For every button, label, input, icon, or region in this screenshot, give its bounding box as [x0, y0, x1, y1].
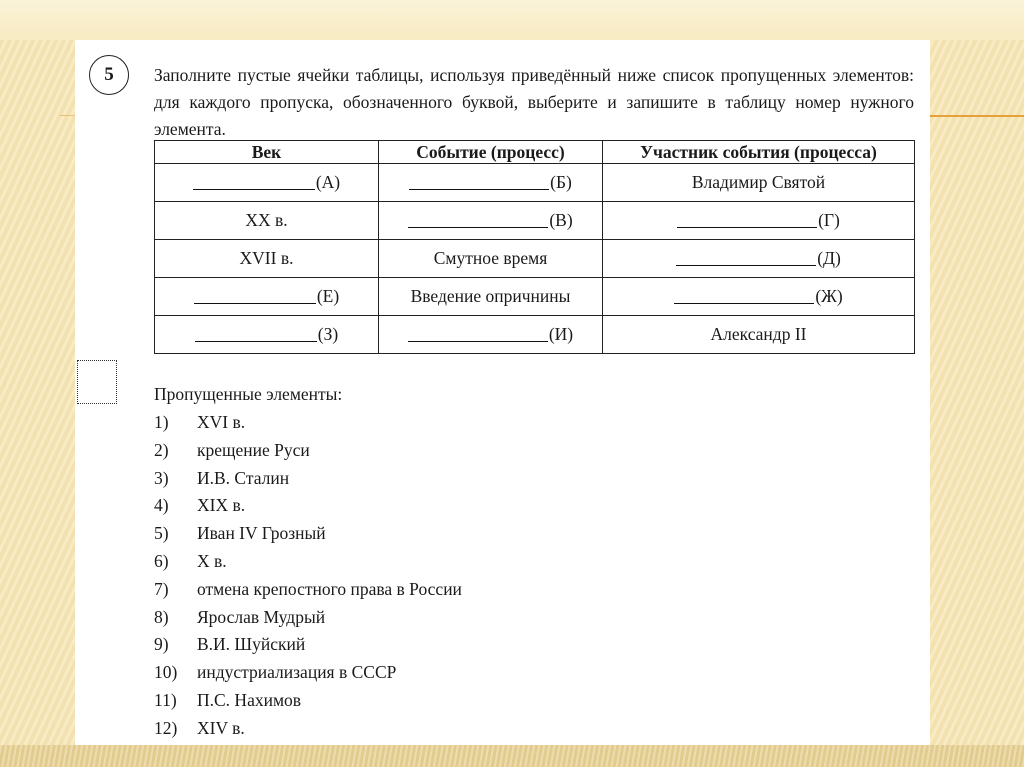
list-item: [154, 520, 462, 548]
document-page: [75, 40, 930, 745]
blank-letter-label: (Г): [818, 210, 840, 230]
answer-blank[interactable]: [408, 226, 548, 228]
item-text: XVI в.: [197, 412, 246, 432]
blank-letter-label: (Ж): [815, 286, 843, 306]
item-number: 4): [154, 495, 169, 516]
item-text: П.С. Нахимов: [197, 689, 302, 710]
list-item: [154, 437, 462, 465]
answer-blank[interactable]: [194, 302, 316, 304]
task-number: 5: [104, 64, 114, 85]
table-row: [155, 316, 915, 354]
list-item: [154, 492, 462, 520]
cell-text: Смутное время: [433, 248, 548, 268]
item-text: Ярослав Мудрый: [197, 606, 326, 627]
item-text: отмена крепостного права в России: [197, 578, 462, 599]
task-instruction: Заполните пустые ячейки таблицы, используя приведённый ниже список пропущенных элементов: для каждого пропуска, обозначенного буквой, выберите и запишите в таблицу номер нужного элемента.: [154, 65, 914, 139]
item-text: X в.: [197, 550, 227, 571]
item-number: 1): [154, 412, 169, 432]
answer-blank[interactable]: [195, 340, 317, 342]
cell-century: [155, 240, 379, 278]
cell-event[interactable]: [379, 164, 603, 202]
item-number: 3): [154, 467, 169, 488]
cell-century[interactable]: [155, 278, 379, 316]
cell-text: Владимир Святой: [691, 172, 826, 192]
item-number: 7): [154, 578, 169, 599]
placeholder-box: [77, 360, 117, 404]
slide-top-band: [0, 0, 1024, 40]
cell-event[interactable]: [379, 316, 603, 354]
blank-letter-label: (Б): [550, 172, 572, 192]
table-body: [155, 164, 915, 354]
item-number: 12): [154, 717, 178, 738]
cell-text: Введение опричнины: [410, 286, 571, 306]
item-number: 2): [154, 439, 169, 460]
item-number: 11): [154, 689, 177, 710]
missing-elements-title: Пропущенные элементы:: [154, 384, 343, 404]
item-number: 9): [154, 634, 169, 655]
cell-event: [379, 240, 603, 278]
blank-letter-label: (А): [315, 172, 341, 192]
list-item: [154, 631, 462, 659]
item-text: индустриализация в СССР: [197, 662, 397, 683]
list-item: [154, 409, 462, 437]
item-text: И.В. Сталин: [197, 467, 290, 488]
item-number: 8): [154, 606, 169, 627]
answer-blank[interactable]: [193, 188, 315, 190]
accent-line-left: [60, 115, 76, 116]
table-row: [155, 164, 915, 202]
answer-blank[interactable]: [408, 340, 548, 342]
blank-letter-label: (Е): [316, 286, 340, 306]
blank-letter-label: (Д): [817, 248, 841, 268]
blank-letter-label: (И): [548, 324, 574, 344]
item-text: В.И. Шуйский: [197, 634, 306, 655]
list-item: [154, 659, 462, 687]
list-item: [154, 715, 462, 743]
answer-blank[interactable]: [676, 264, 816, 266]
cell-event[interactable]: [379, 202, 603, 240]
cell-century: [155, 202, 379, 240]
list-item: [154, 604, 462, 632]
cell-participant[interactable]: [603, 202, 915, 240]
list-item: [154, 465, 462, 493]
item-text: крещение Руси: [197, 439, 310, 460]
answer-blank[interactable]: [674, 302, 814, 304]
task-number-badge: [89, 55, 129, 95]
list-item: [154, 576, 462, 604]
cell-participant[interactable]: [603, 240, 915, 278]
slide-bottom-band: [0, 745, 1024, 767]
table-header-row: [155, 141, 915, 164]
header-participant: Участник события (процесса): [603, 141, 915, 164]
blank-letter-label: (З): [317, 324, 339, 344]
cell-participant: [603, 316, 915, 354]
missing-elements-list: [154, 409, 462, 743]
cell-participant[interactable]: [603, 278, 915, 316]
cell-text: Александр II: [710, 324, 807, 344]
answer-table: [154, 140, 915, 354]
item-text: XIV в.: [197, 717, 245, 738]
list-item: [154, 548, 462, 576]
answer-blank[interactable]: [409, 188, 549, 190]
header-event: Событие (процесс): [379, 141, 603, 164]
accent-line: [930, 115, 1024, 117]
item-number: 5): [154, 523, 169, 544]
cell-event: [379, 278, 603, 316]
table-row: [155, 202, 915, 240]
cell-century[interactable]: [155, 316, 379, 354]
item-text: Иван IV Грозный: [197, 523, 326, 544]
blank-letter-label: (В): [549, 210, 573, 230]
table-row: [155, 278, 915, 316]
cell-century[interactable]: [155, 164, 379, 202]
item-text: XIX в.: [197, 495, 246, 516]
table-row: [155, 240, 915, 278]
cell-text: XVII в.: [239, 248, 294, 268]
item-number: 10): [154, 662, 178, 683]
list-item: [154, 687, 462, 715]
header-century: Век: [155, 141, 379, 164]
cell-participant: [603, 164, 915, 202]
answer-blank[interactable]: [677, 226, 817, 228]
cell-text: XX в.: [245, 210, 288, 230]
item-number: 6): [154, 550, 169, 571]
